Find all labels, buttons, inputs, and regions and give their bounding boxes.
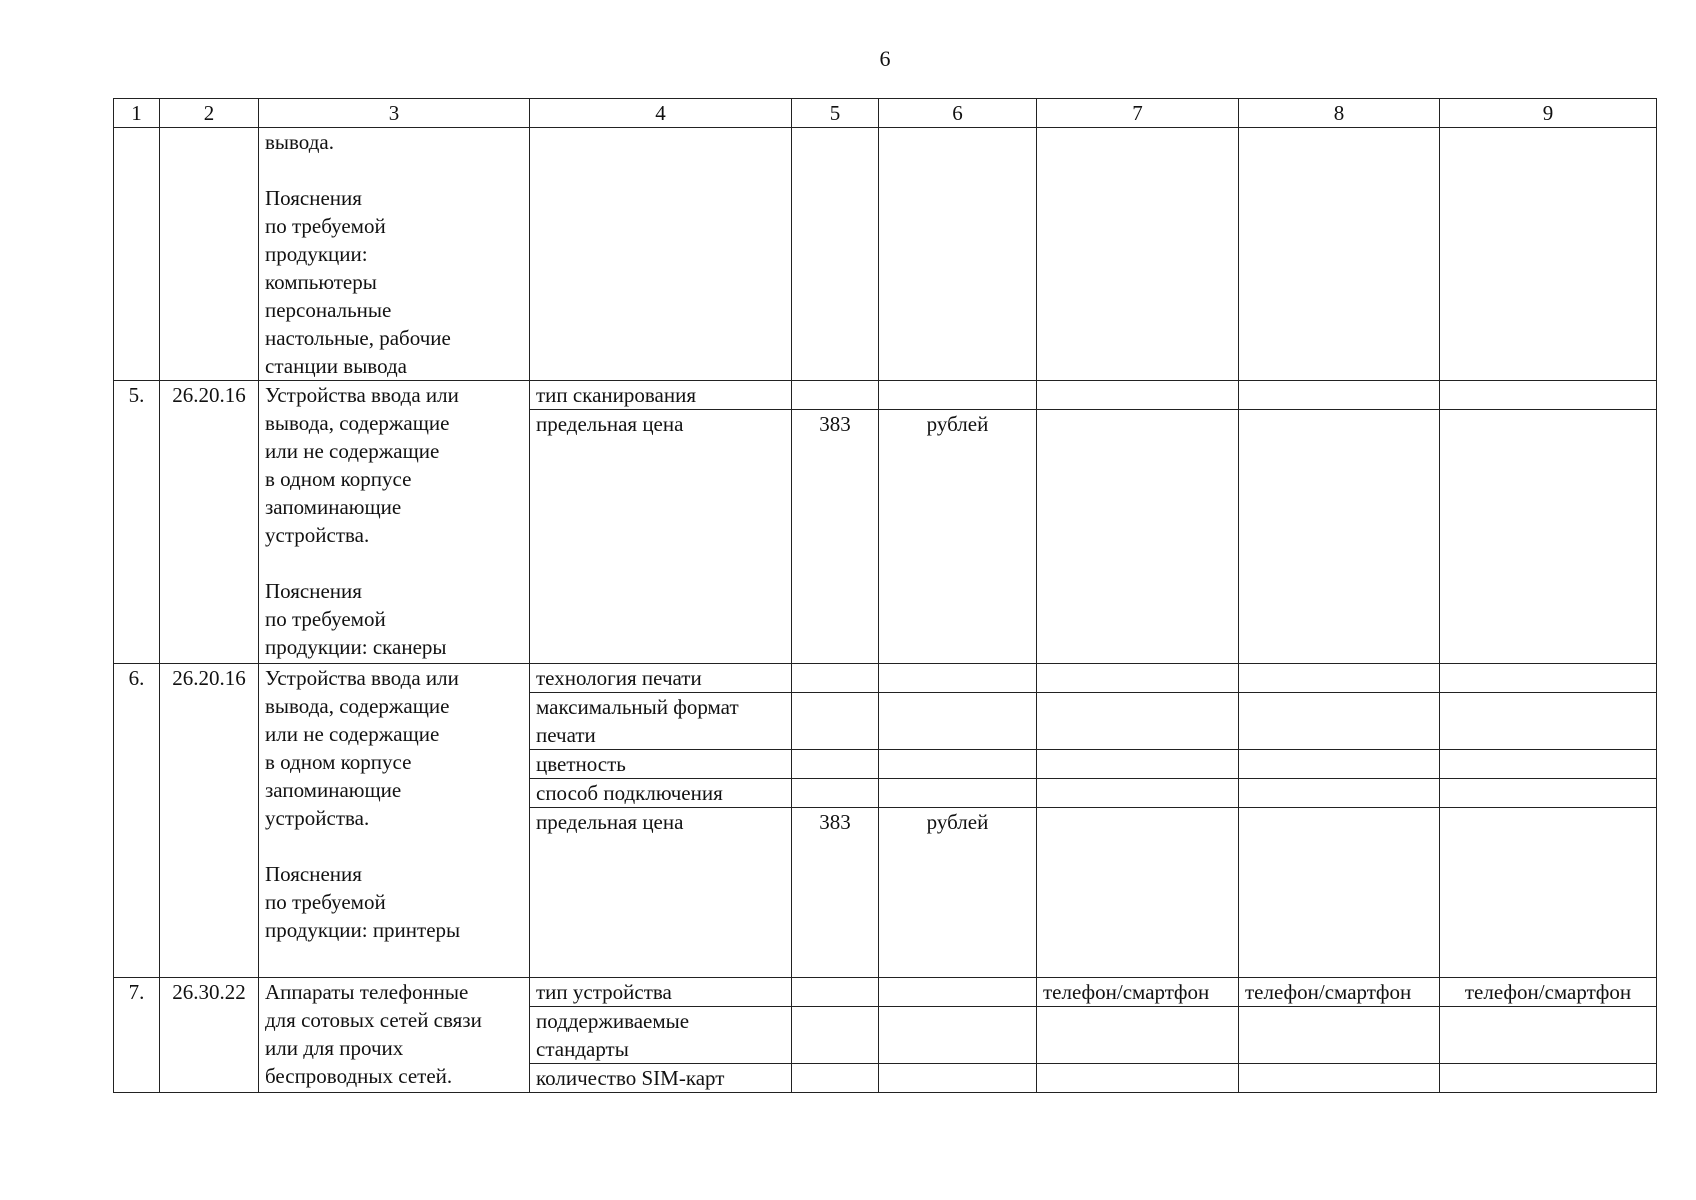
col-header: 6: [879, 99, 1037, 128]
unit-name: рублей: [879, 410, 1037, 664]
characteristic: предельная цена: [530, 808, 792, 978]
characteristic: способ подключения: [530, 779, 792, 808]
col-header: 1: [114, 99, 160, 128]
product-name: Аппараты телефонные для сотовых сетей связи или для прочих беспроводных сетей.: [259, 978, 530, 1093]
okei-code: 383: [792, 808, 879, 978]
item-number: 5.: [114, 381, 160, 664]
col-header: 3: [259, 99, 530, 128]
requirements-table: [113, 98, 1657, 1093]
value-cell: телефон/смартфон: [1037, 978, 1239, 1007]
okpd-code: 26.20.16: [160, 381, 259, 664]
characteristic: поддерживаемые стандарты: [530, 1007, 792, 1064]
characteristic: тип устройства: [530, 978, 792, 1007]
item-number: 7.: [114, 978, 160, 1093]
table-row: [114, 381, 1657, 410]
characteristic: тип сканирования: [530, 381, 792, 410]
col-header: 5: [792, 99, 879, 128]
col-header: 7: [1037, 99, 1239, 128]
col-header: 8: [1239, 99, 1440, 128]
page-number: 6: [879, 46, 891, 71]
column-number-row: [114, 99, 1657, 128]
product-name: Устройства ввода или вывода, содержащие или не содержащие в одном корпусе запоминающие устройства. Пояснения по требуемой продукции: сканеры: [259, 381, 530, 664]
product-name: Устройства ввода или вывода, содержащие или не содержащие в одном корпусе запоминающие устройства. Пояснения по требуемой продукции: принтеры: [259, 664, 530, 978]
okpd-code: 26.30.22: [160, 978, 259, 1093]
okei-code: 383: [792, 410, 879, 664]
characteristic: количество SIM-карт: [530, 1064, 792, 1093]
item-number: 6.: [114, 664, 160, 978]
table-row: [114, 978, 1657, 1007]
col-header: 2: [160, 99, 259, 128]
table-row: [114, 664, 1657, 693]
col-header: 4: [530, 99, 792, 128]
okpd-code: 26.20.16: [160, 664, 259, 978]
characteristic: максимальный формат печати: [530, 693, 792, 750]
value-cell: телефон/смартфон: [1239, 978, 1440, 1007]
product-name: вывода. Пояснения по требуемой продукции: компьютеры персональные настольные, рабочие станции вывода: [259, 128, 530, 381]
table-row: [114, 128, 1657, 381]
col-header: 9: [1440, 99, 1657, 128]
characteristic: предельная цена: [530, 410, 792, 664]
characteristic: технология печати: [530, 664, 792, 693]
characteristic: цветность: [530, 750, 792, 779]
unit-name: рублей: [879, 808, 1037, 978]
value-cell: телефон/смартфон: [1440, 978, 1657, 1007]
